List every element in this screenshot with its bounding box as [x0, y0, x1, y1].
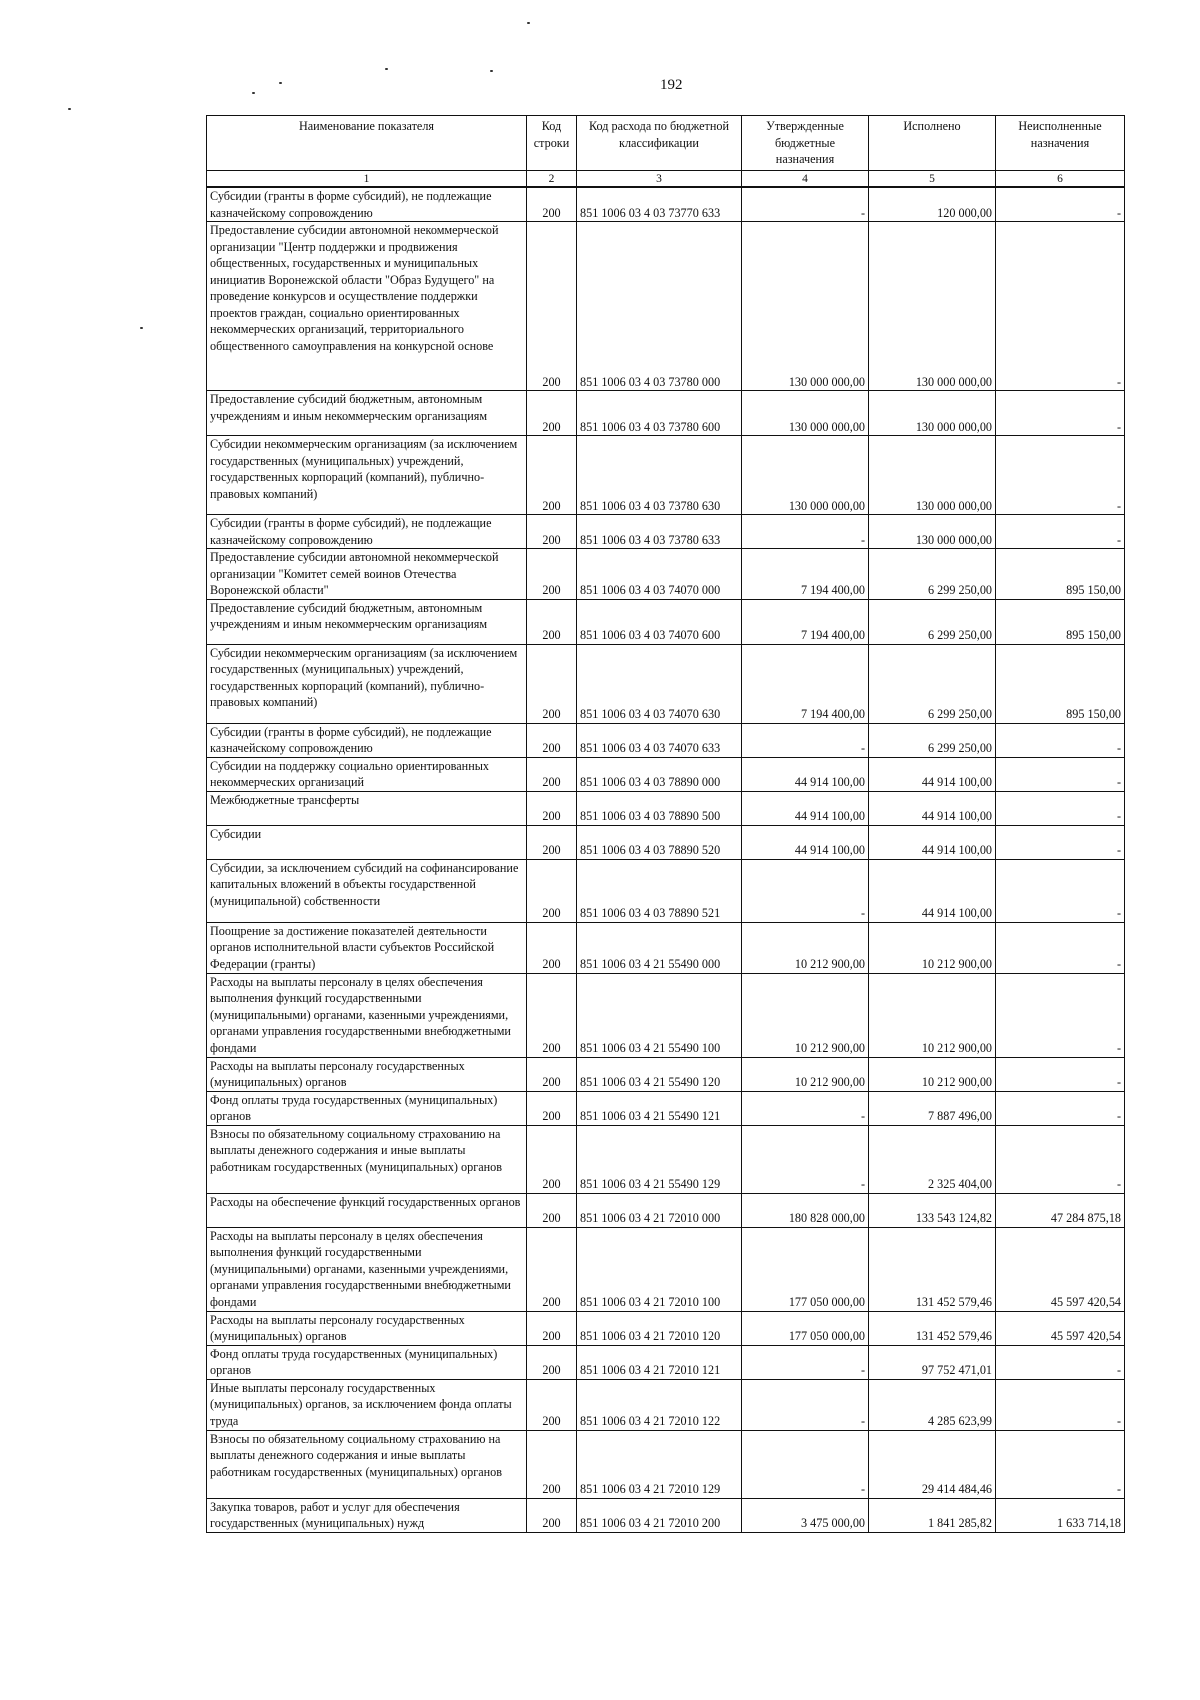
column-number: 4 [742, 171, 869, 188]
indicator-name-cell: Расходы на выплаты персоналу в целях обеспечения выполнения функций государственными (муниципальными) органами, казенными учреждениями, органами управления государственными внебюджетными фондами [207, 973, 527, 1057]
page-number: 192 [660, 77, 683, 93]
indicator-name-cell: Субсидии [207, 825, 527, 859]
unexecuted-amount-cell: 1 633 714,18 [996, 1498, 1125, 1532]
table-row [207, 791, 1125, 825]
column-number: 1 [207, 171, 527, 188]
indicator-name-cell: Фонд оплаты труда государственных (муниципальных) органов [207, 1345, 527, 1379]
classification-code-cell: 851 1006 03 4 21 72010 122 [577, 1379, 742, 1430]
classification-code-cell: 851 1006 03 4 03 78890 500 [577, 791, 742, 825]
executed-amount-cell: 130 000 000,00 [869, 391, 996, 436]
executed-amount-cell: 97 752 471,01 [869, 1345, 996, 1379]
table-body [207, 187, 1125, 1532]
line-code-cell: 200 [527, 1430, 577, 1498]
approved-amount-cell: 44 914 100,00 [742, 791, 869, 825]
column-header: Исполнено [869, 116, 996, 171]
approved-amount-cell: - [742, 723, 869, 757]
unexecuted-amount-cell: 895 150,00 [996, 599, 1125, 644]
approved-amount-cell: 10 212 900,00 [742, 973, 869, 1057]
executed-amount-cell: 130 000 000,00 [869, 222, 996, 391]
table-row [207, 549, 1125, 600]
table-row [207, 391, 1125, 436]
line-code-cell: 200 [527, 436, 577, 515]
indicator-name-cell: Предоставление субсидий бюджетным, автономным учреждениям и иным некоммерческим организациям [207, 599, 527, 644]
approved-amount-cell: - [742, 1430, 869, 1498]
table-row [207, 1311, 1125, 1345]
approved-amount-cell: 10 212 900,00 [742, 1057, 869, 1091]
approved-amount-cell: - [742, 859, 869, 922]
unexecuted-amount-cell: 45 597 420,54 [996, 1311, 1125, 1345]
column-number: 2 [527, 171, 577, 188]
line-code-cell: 200 [527, 1345, 577, 1379]
indicator-name-cell: Поощрение за достижение показателей деятельности органов исполнительной власти субъектов Российской Федерации (гранты) [207, 922, 527, 973]
classification-code-cell: 851 1006 03 4 21 55490 121 [577, 1091, 742, 1125]
header-row [207, 116, 1125, 171]
executed-amount-cell: 133 543 124,82 [869, 1193, 996, 1227]
line-code-cell: 200 [527, 222, 577, 391]
table-row [207, 1430, 1125, 1498]
table-row [207, 859, 1125, 922]
indicator-name-cell: Расходы на выплаты персоналу государственных (муниципальных) органов [207, 1057, 527, 1091]
line-code-cell: 200 [527, 1311, 577, 1345]
classification-code-cell: 851 1006 03 4 21 72010 120 [577, 1311, 742, 1345]
executed-amount-cell: 6 299 250,00 [869, 723, 996, 757]
line-code-cell: 200 [527, 1227, 577, 1311]
classification-code-cell: 851 1006 03 4 03 73770 633 [577, 187, 742, 222]
approved-amount-cell: 177 050 000,00 [742, 1227, 869, 1311]
indicator-name-cell: Субсидии (гранты в форме субсидий), не подлежащие казначейскому сопровождению [207, 515, 527, 549]
unexecuted-amount-cell: - [996, 1379, 1125, 1430]
indicator-name-cell: Предоставление субсидий бюджетным, автономным учреждениям и иным некоммерческим организациям [207, 391, 527, 436]
classification-code-cell: 851 1006 03 4 03 78890 520 [577, 825, 742, 859]
indicator-name-cell: Предоставление субсидии автономной некоммерческой организации "Центр поддержки и продвижения общественных, государственных и муниципальных инициатив Воронежской области "Образ Будущего" на проведение конкурсов и осуществление поддержки проектов граждан, социально ориентированных некоммерческих организаций, территориального общественного самоуправления на конкурсной основе [207, 222, 527, 391]
classification-code-cell: 851 1006 03 4 21 55490 129 [577, 1125, 742, 1193]
scan-speck [490, 70, 493, 72]
unexecuted-amount-cell: - [996, 1125, 1125, 1193]
approved-amount-cell: 180 828 000,00 [742, 1193, 869, 1227]
column-header: Код строки [527, 116, 577, 171]
approved-amount-cell: 44 914 100,00 [742, 757, 869, 791]
unexecuted-amount-cell: - [996, 791, 1125, 825]
unexecuted-amount-cell: 895 150,00 [996, 549, 1125, 600]
approved-amount-cell: - [742, 1345, 869, 1379]
table-row [207, 1227, 1125, 1311]
column-header: Код расхода по бюджетной классификации [577, 116, 742, 171]
column-number: 3 [577, 171, 742, 188]
classification-code-cell: 851 1006 03 4 03 73780 630 [577, 436, 742, 515]
scan-speck [68, 108, 71, 110]
indicator-name-cell: Предоставление субсидии автономной некоммерческой организации "Комитет семей воинов Отечества Воронежской области" [207, 549, 527, 600]
indicator-name-cell: Расходы на выплаты персоналу государственных (муниципальных) органов [207, 1311, 527, 1345]
approved-amount-cell: 44 914 100,00 [742, 825, 869, 859]
unexecuted-amount-cell: - [996, 1057, 1125, 1091]
table-row [207, 599, 1125, 644]
line-code-cell: 200 [527, 723, 577, 757]
indicator-name-cell: Субсидии на поддержку социально ориентированных некоммерческих организаций [207, 757, 527, 791]
unexecuted-amount-cell: - [996, 222, 1125, 391]
classification-code-cell: 851 1006 03 4 21 55490 000 [577, 922, 742, 973]
unexecuted-amount-cell: - [996, 515, 1125, 549]
unexecuted-amount-cell: - [996, 859, 1125, 922]
line-code-cell: 200 [527, 599, 577, 644]
table-row [207, 222, 1125, 391]
approved-amount-cell: - [742, 1379, 869, 1430]
approved-amount-cell: 10 212 900,00 [742, 922, 869, 973]
table-row [207, 1193, 1125, 1227]
approved-amount-cell: - [742, 1125, 869, 1193]
approved-amount-cell: 177 050 000,00 [742, 1311, 869, 1345]
column-number-row [207, 171, 1125, 188]
indicator-name-cell: Субсидии (гранты в форме субсидий), не подлежащие казначейскому сопровождению [207, 187, 527, 222]
classification-code-cell: 851 1006 03 4 21 72010 000 [577, 1193, 742, 1227]
line-code-cell: 200 [527, 1091, 577, 1125]
executed-amount-cell: 1 841 285,82 [869, 1498, 996, 1532]
executed-amount-cell: 6 299 250,00 [869, 549, 996, 600]
unexecuted-amount-cell: - [996, 922, 1125, 973]
executed-amount-cell: 44 914 100,00 [869, 859, 996, 922]
column-number: 5 [869, 171, 996, 188]
classification-code-cell: 851 1006 03 4 03 78890 000 [577, 757, 742, 791]
table-row [207, 1498, 1125, 1532]
classification-code-cell: 851 1006 03 4 21 72010 100 [577, 1227, 742, 1311]
unexecuted-amount-cell: - [996, 723, 1125, 757]
table-row [207, 973, 1125, 1057]
classification-code-cell: 851 1006 03 4 03 73780 633 [577, 515, 742, 549]
unexecuted-amount-cell: 895 150,00 [996, 644, 1125, 723]
executed-amount-cell: 6 299 250,00 [869, 644, 996, 723]
indicator-name-cell: Взносы по обязательному социальному страхованию на выплаты денежного содержания и иные выплаты работникам государственных (муниципальных) органов [207, 1430, 527, 1498]
classification-code-cell: 851 1006 03 4 21 72010 200 [577, 1498, 742, 1532]
line-code-cell: 200 [527, 825, 577, 859]
table-row [207, 436, 1125, 515]
executed-amount-cell: 44 914 100,00 [869, 825, 996, 859]
approved-amount-cell: 130 000 000,00 [742, 391, 869, 436]
line-code-cell: 200 [527, 1379, 577, 1430]
line-code-cell: 200 [527, 757, 577, 791]
classification-code-cell: 851 1006 03 4 03 74070 000 [577, 549, 742, 600]
indicator-name-cell: Субсидии некоммерческим организациям (за исключением государственных (муниципальных) учреждений, государственных корпораций (компаний), публично-правовых компаний) [207, 644, 527, 723]
indicator-name-cell: Субсидии, за исключением субсидий на софинансирование капитальных вложений в объекты государственной (муниципальной) собственности [207, 859, 527, 922]
line-code-cell: 200 [527, 187, 577, 222]
unexecuted-amount-cell: 47 284 875,18 [996, 1193, 1125, 1227]
indicator-name-cell: Закупка товаров, работ и услуг для обеспечения государственных (муниципальных) нужд [207, 1498, 527, 1532]
indicator-name-cell: Субсидии некоммерческим организациям (за исключением государственных (муниципальных) учреждений, государственных корпораций (компаний), публично-правовых компаний) [207, 436, 527, 515]
unexecuted-amount-cell: - [996, 825, 1125, 859]
table-row [207, 644, 1125, 723]
unexecuted-amount-cell: - [996, 973, 1125, 1057]
approved-amount-cell: - [742, 515, 869, 549]
table-row [207, 1057, 1125, 1091]
executed-amount-cell: 120 000,00 [869, 187, 996, 222]
unexecuted-amount-cell: - [996, 757, 1125, 791]
approved-amount-cell: 3 475 000,00 [742, 1498, 869, 1532]
executed-amount-cell: 2 325 404,00 [869, 1125, 996, 1193]
indicator-name-cell: Субсидии (гранты в форме субсидий), не подлежащие казначейскому сопровождению [207, 723, 527, 757]
line-code-cell: 200 [527, 1057, 577, 1091]
executed-amount-cell: 44 914 100,00 [869, 791, 996, 825]
classification-code-cell: 851 1006 03 4 21 72010 121 [577, 1345, 742, 1379]
table-row [207, 1379, 1125, 1430]
unexecuted-amount-cell: - [996, 1430, 1125, 1498]
executed-amount-cell: 10 212 900,00 [869, 973, 996, 1057]
classification-code-cell: 851 1006 03 4 21 72010 129 [577, 1430, 742, 1498]
classification-code-cell: 851 1006 03 4 03 78890 521 [577, 859, 742, 922]
table-row [207, 922, 1125, 973]
unexecuted-amount-cell: 45 597 420,54 [996, 1227, 1125, 1311]
line-code-cell: 200 [527, 549, 577, 600]
line-code-cell: 200 [527, 1193, 577, 1227]
table-row [207, 1091, 1125, 1125]
line-code-cell: 200 [527, 922, 577, 973]
classification-code-cell: 851 1006 03 4 03 74070 630 [577, 644, 742, 723]
line-code-cell: 200 [527, 791, 577, 825]
executed-amount-cell: 44 914 100,00 [869, 757, 996, 791]
indicator-name-cell: Фонд оплаты труда государственных (муниципальных) органов [207, 1091, 527, 1125]
column-header: Неисполненные назначения [996, 116, 1125, 171]
indicator-name-cell: Межбюджетные трансферты [207, 791, 527, 825]
line-code-cell: 200 [527, 515, 577, 549]
approved-amount-cell: 7 194 400,00 [742, 644, 869, 723]
unexecuted-amount-cell: - [996, 187, 1125, 222]
budget-execution-table [206, 115, 1125, 1533]
unexecuted-amount-cell: - [996, 1091, 1125, 1125]
table-row [207, 187, 1125, 222]
unexecuted-amount-cell: - [996, 436, 1125, 515]
scan-speck [252, 92, 255, 94]
classification-code-cell: 851 1006 03 4 21 55490 120 [577, 1057, 742, 1091]
scan-speck [279, 82, 282, 84]
table-row [207, 757, 1125, 791]
column-header: Утвержденные бюджетные назначения [742, 116, 869, 171]
executed-amount-cell: 29 414 484,46 [869, 1430, 996, 1498]
scan-speck [385, 68, 388, 70]
executed-amount-cell: 130 000 000,00 [869, 436, 996, 515]
column-header: Наименование показателя [207, 116, 527, 171]
indicator-name-cell: Расходы на выплаты персоналу в целях обеспечения выполнения функций государственными (муниципальными) органами, казенными учреждениями, органами управления государственными внебюджетными фондами [207, 1227, 527, 1311]
approved-amount-cell: 7 194 400,00 [742, 549, 869, 600]
executed-amount-cell: 131 452 579,46 [869, 1311, 996, 1345]
executed-amount-cell: 6 299 250,00 [869, 599, 996, 644]
approved-amount-cell: 130 000 000,00 [742, 436, 869, 515]
scan-speck [140, 327, 143, 329]
executed-amount-cell: 4 285 623,99 [869, 1379, 996, 1430]
approved-amount-cell: 7 194 400,00 [742, 599, 869, 644]
classification-code-cell: 851 1006 03 4 21 55490 100 [577, 973, 742, 1057]
classification-code-cell: 851 1006 03 4 03 74070 600 [577, 599, 742, 644]
classification-code-cell: 851 1006 03 4 03 73780 600 [577, 391, 742, 436]
line-code-cell: 200 [527, 973, 577, 1057]
unexecuted-amount-cell: - [996, 391, 1125, 436]
executed-amount-cell: 10 212 900,00 [869, 922, 996, 973]
table-row [207, 723, 1125, 757]
scan-speck [527, 22, 530, 24]
table-row [207, 1125, 1125, 1193]
line-code-cell: 200 [527, 1498, 577, 1532]
line-code-cell: 200 [527, 391, 577, 436]
line-code-cell: 200 [527, 1125, 577, 1193]
indicator-name-cell: Иные выплаты персоналу государственных (муниципальных) органов, за исключением фонда оплаты труда [207, 1379, 527, 1430]
indicator-name-cell: Расходы на обеспечение функций государственных органов [207, 1193, 527, 1227]
table-row [207, 515, 1125, 549]
table-row [207, 825, 1125, 859]
indicator-name-cell: Взносы по обязательному социальному страхованию на выплаты денежного содержания и иные выплаты работникам государственных (муниципальных) органов [207, 1125, 527, 1193]
executed-amount-cell: 131 452 579,46 [869, 1227, 996, 1311]
approved-amount-cell: - [742, 187, 869, 222]
table-row [207, 1345, 1125, 1379]
line-code-cell: 200 [527, 859, 577, 922]
approved-amount-cell: 130 000 000,00 [742, 222, 869, 391]
classification-code-cell: 851 1006 03 4 03 73780 000 [577, 222, 742, 391]
executed-amount-cell: 10 212 900,00 [869, 1057, 996, 1091]
line-code-cell: 200 [527, 644, 577, 723]
column-number: 6 [996, 171, 1125, 188]
executed-amount-cell: 130 000 000,00 [869, 515, 996, 549]
classification-code-cell: 851 1006 03 4 03 74070 633 [577, 723, 742, 757]
unexecuted-amount-cell: - [996, 1345, 1125, 1379]
approved-amount-cell: - [742, 1091, 869, 1125]
executed-amount-cell: 7 887 496,00 [869, 1091, 996, 1125]
